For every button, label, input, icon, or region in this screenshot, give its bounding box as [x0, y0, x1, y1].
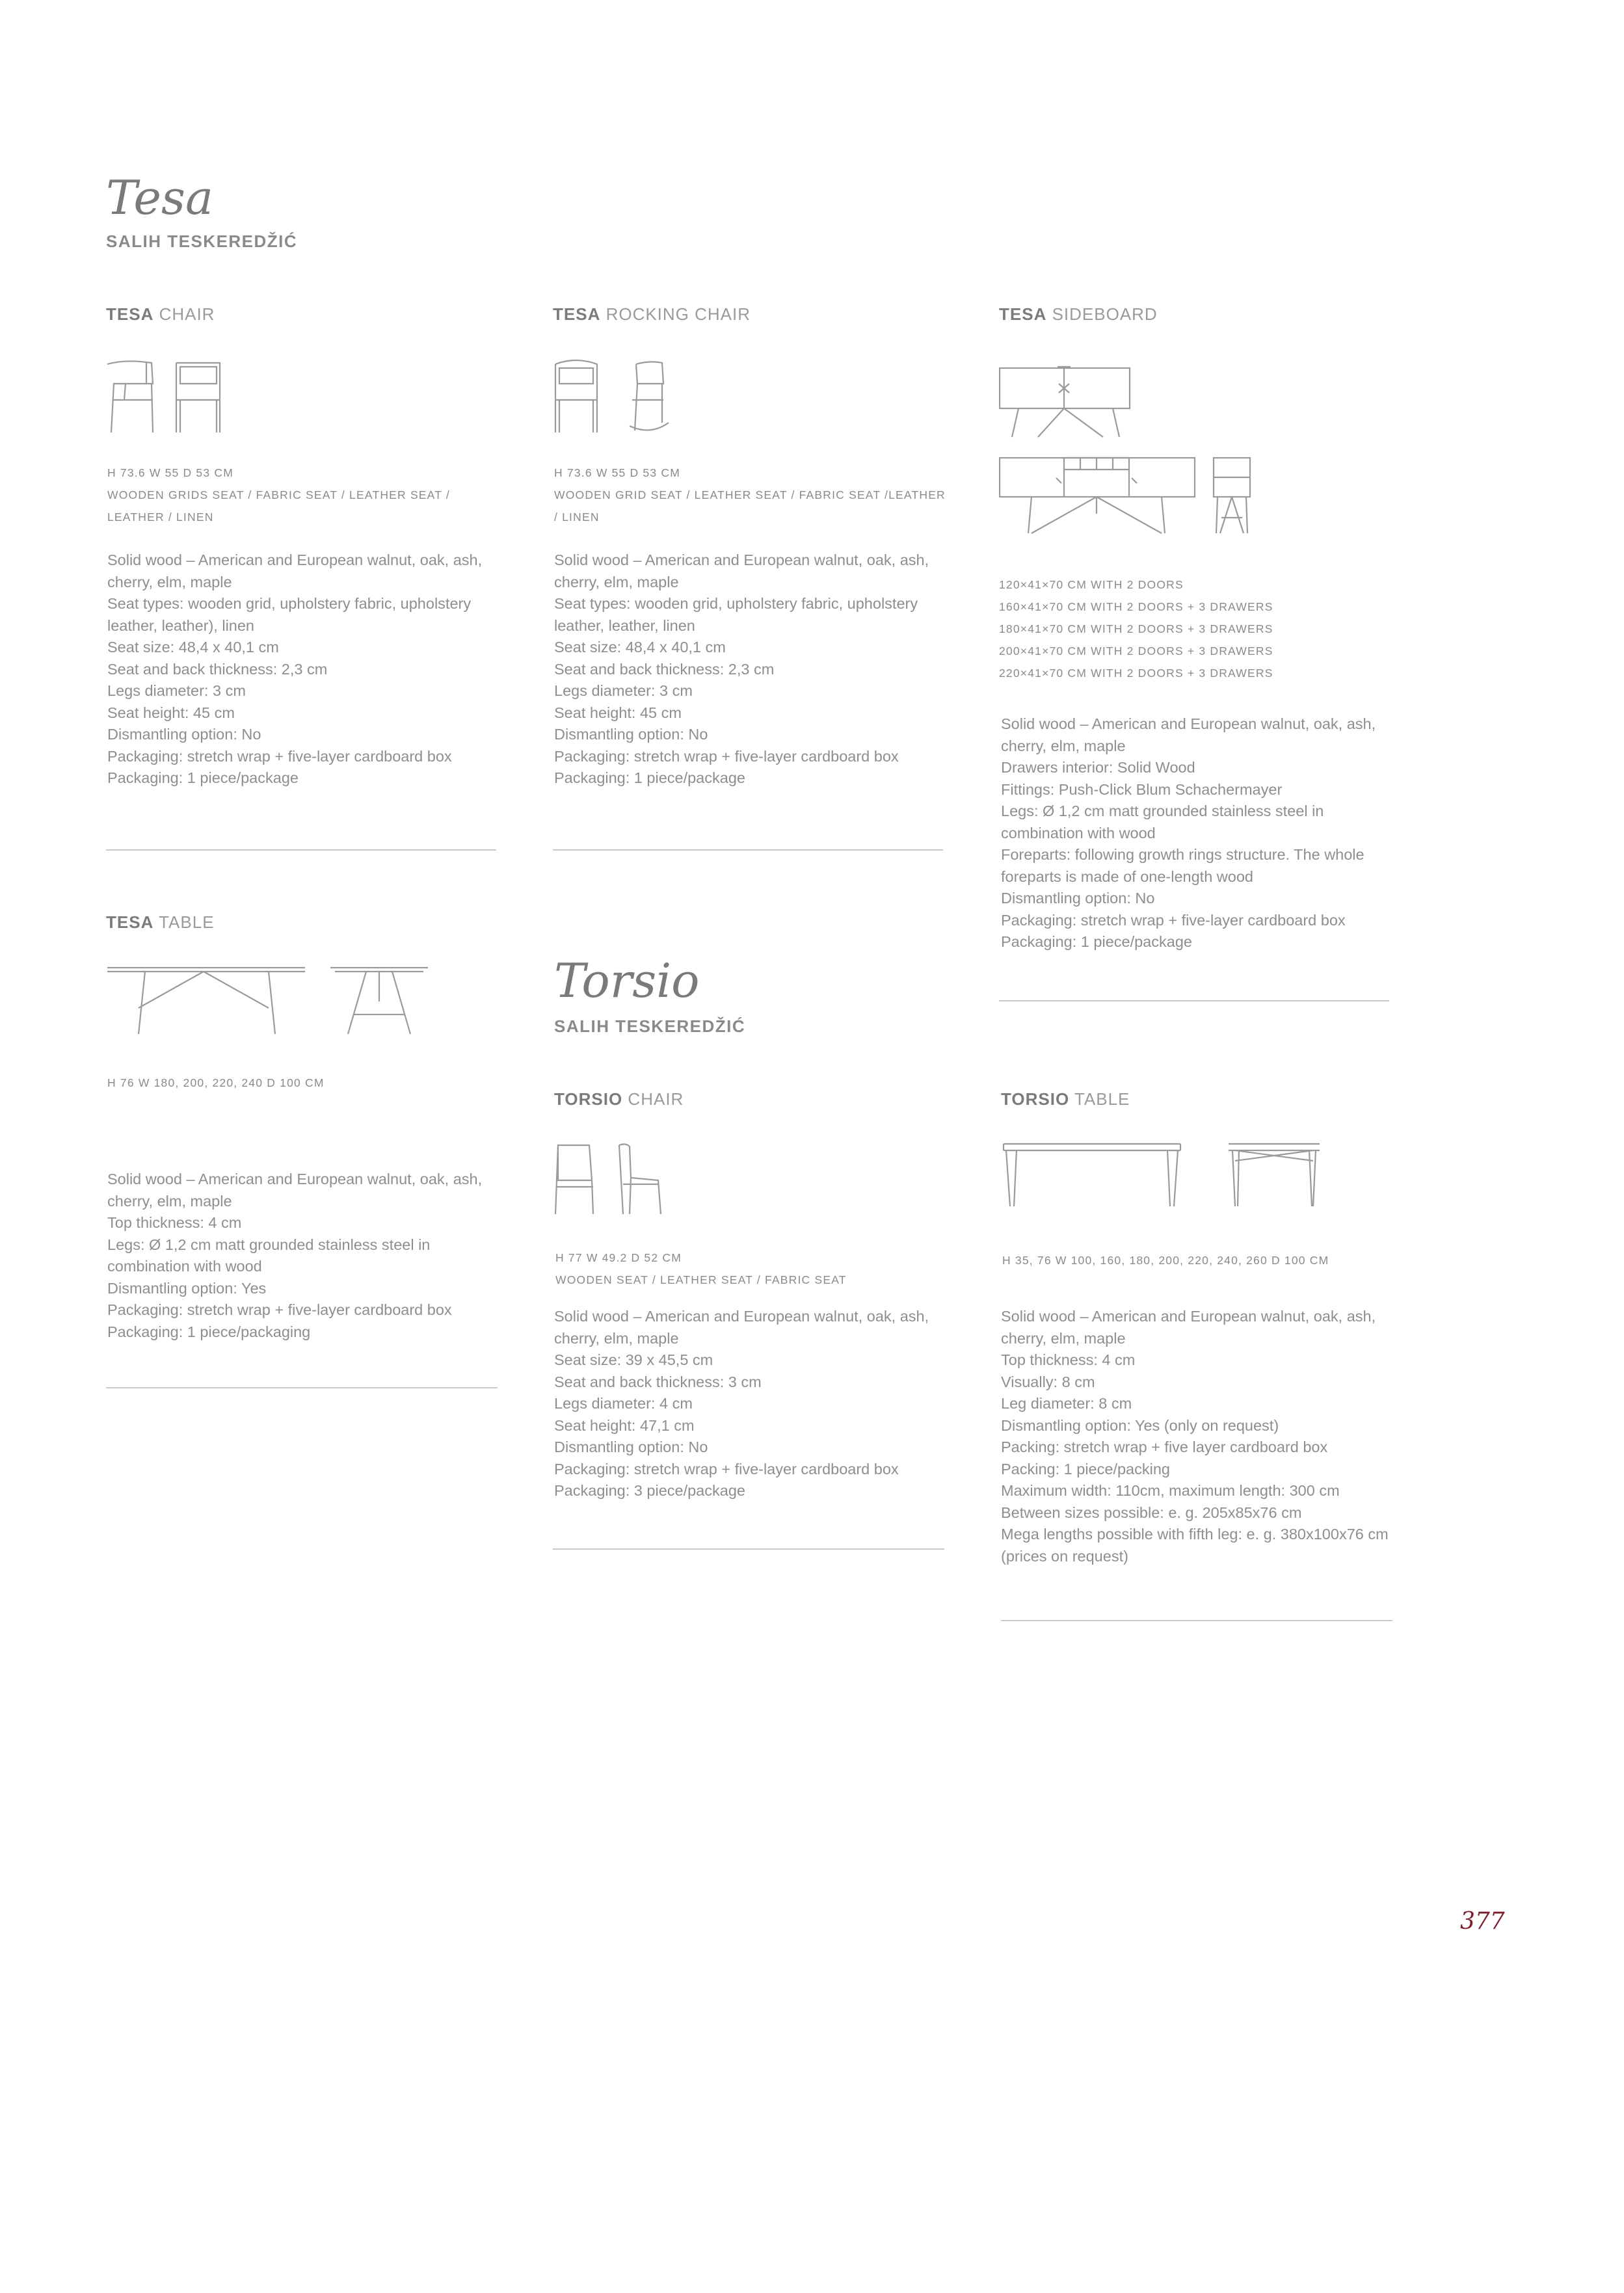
- tesa-table-drawing: [106, 962, 431, 1040]
- desc-line: Between sizes possible: e. g. 205x85x76 cm: [1001, 1504, 1302, 1521]
- desc-line: (prices on request): [1001, 1547, 1128, 1565]
- designer-torsio: SALIH TESKEREDŽIĆ: [554, 1016, 746, 1036]
- dims-line: H 73.6 W 55 D 53 CM: [554, 466, 680, 479]
- desc-line: Packing: stretch wrap + five layer cardboard box: [1001, 1438, 1328, 1455]
- dims-line: H 77 W 49.2 D 52 CM: [555, 1251, 682, 1264]
- desc-line: Solid wood – American and European walnut, oak, ash,: [554, 551, 929, 568]
- desc-line: Seat size: 48,4 x 40,1 cm: [107, 639, 279, 656]
- tesa-sideboard-drawing: [999, 364, 1259, 540]
- desc-line: Dismantling option: Yes (only on request): [1001, 1416, 1279, 1434]
- desc-line: combination with wood: [107, 1258, 262, 1275]
- desc-line: Seat and back thickness: 2,3 cm: [107, 660, 328, 678]
- product-title-type: CHAIR: [153, 304, 215, 324]
- product-title-type: TABLE: [1069, 1089, 1130, 1109]
- product-description: [107, 550, 482, 789]
- dims-line: 180×41×70 CM WITH 2 DOORS + 3 DRAWERS: [999, 622, 1273, 635]
- tesa-rocking-chair-drawing: [553, 358, 683, 436]
- desc-line: Packaging: 3 piece/package: [554, 1482, 745, 1499]
- desc-line: Leg diameter: 8 cm: [1001, 1395, 1132, 1412]
- product-dims: [107, 462, 450, 528]
- desc-line: leather, leather), linen: [107, 616, 255, 634]
- desc-line: Seat height: 45 cm: [554, 704, 682, 721]
- product-description: [1001, 713, 1376, 953]
- dims-line: H 76 W 180, 200, 220, 240 D 100 CM: [107, 1076, 325, 1089]
- desc-line: cherry, elm, maple: [1001, 1329, 1126, 1347]
- desc-line: Solid wood – American and European walnut, oak, ash,: [1001, 1308, 1376, 1325]
- product-title-brand: TORSIO: [554, 1089, 623, 1109]
- dims-line: WOODEN GRIDS SEAT / FABRIC SEAT / LEATHER SEAT /: [107, 488, 450, 501]
- dims-line: LEATHER / LINEN: [107, 510, 214, 524]
- desc-line: Packaging: 1 piece/packaging: [107, 1323, 311, 1340]
- product-title: [106, 912, 215, 933]
- product-description: [554, 1306, 929, 1502]
- section-divider: [553, 849, 943, 851]
- desc-line: Seat height: 47,1 cm: [554, 1416, 695, 1434]
- page-number: 377: [1460, 1908, 1505, 1935]
- desc-line: Solid wood – American and European walnut, oak, ash,: [554, 1308, 929, 1325]
- desc-line: Fittings: Push-Click Blum Schachermayer: [1001, 780, 1283, 798]
- desc-line: Packaging: stretch wrap + five-layer cardboard box: [554, 747, 899, 765]
- product-title-brand: TESA: [106, 912, 154, 932]
- family-title-torsio: Torsio: [554, 953, 700, 1008]
- product-title: [1001, 1089, 1130, 1109]
- desc-line: Foreparts: following growth rings structure. The whole: [1001, 846, 1364, 863]
- desc-line: Packaging: stretch wrap + five-layer cardboard box: [107, 747, 452, 765]
- product-dims: [555, 1247, 847, 1291]
- desc-line: Top thickness: 4 cm: [107, 1214, 242, 1231]
- desc-line: Seat size: 39 x 45,5 cm: [554, 1351, 713, 1368]
- section-divider: [999, 1000, 1389, 1001]
- desc-line: Top thickness: 4 cm: [1001, 1351, 1136, 1368]
- desc-line: Legs diameter: 3 cm: [554, 682, 693, 699]
- desc-line: Dismantling option: Yes: [107, 1279, 267, 1297]
- product-dims: [1002, 1249, 1329, 1271]
- product-title: [553, 304, 751, 325]
- desc-line: Solid wood – American and European walnut, oak, ash,: [1001, 715, 1376, 732]
- product-title-brand: TESA: [999, 304, 1047, 324]
- product-description: [554, 550, 929, 789]
- desc-line: Maximum width: 110cm, maximum length: 300 cm: [1001, 1482, 1340, 1499]
- designer-tesa: SALIH TESKEREDŽIĆ: [106, 232, 298, 251]
- product-title-brand: TORSIO: [1001, 1089, 1070, 1109]
- product-title-type: ROCKING CHAIR: [600, 304, 751, 324]
- desc-line: Packaging: 1 piece/package: [107, 769, 299, 786]
- dims-line: H 35, 76 W 100, 160, 180, 200, 220, 240, 260 D 100 CM: [1002, 1254, 1329, 1267]
- product-dims: [107, 1072, 325, 1094]
- product-title: [554, 1089, 684, 1109]
- desc-line: Packaging: 1 piece/package: [1001, 933, 1192, 950]
- desc-line: Packaging: 1 piece/package: [554, 769, 745, 786]
- product-title-brand: TESA: [106, 304, 154, 324]
- section-divider: [106, 1387, 498, 1388]
- desc-line: Solid wood – American and European walnut, oak, ash,: [107, 551, 483, 568]
- desc-line: Packaging: stretch wrap + five-layer cardboard box: [554, 1460, 899, 1478]
- torsio-chair-drawing: [554, 1141, 671, 1219]
- product-title-type: TABLE: [153, 912, 215, 932]
- product-description: [1001, 1306, 1389, 1567]
- desc-line: Packing: 1 piece/packing: [1001, 1460, 1170, 1478]
- desc-line: Seat and back thickness: 2,3 cm: [554, 660, 775, 678]
- desc-line: Legs diameter: 4 cm: [554, 1395, 693, 1412]
- desc-line: Packaging: stretch wrap + five-layer cardboard box: [107, 1301, 452, 1318]
- dims-line: WOODEN GRID SEAT / LEATHER SEAT / FABRIC SEAT /LEATHER: [554, 488, 946, 501]
- desc-line: Dismantling option: No: [107, 726, 261, 743]
- family-title-tesa: Tesa: [106, 170, 213, 225]
- section-divider: [1001, 1620, 1392, 1621]
- product-title-type: SIDEBOARD: [1046, 304, 1158, 324]
- desc-line: Solid wood – American and European walnut, oak, ash,: [107, 1171, 483, 1187]
- desc-line: Legs: Ø 1,2 cm matt grounded stainless steel in: [1001, 802, 1324, 819]
- desc-line: Dismantling option: No: [554, 726, 708, 743]
- desc-line: Seat size: 48,4 x 40,1 cm: [554, 639, 726, 656]
- dims-line: 200×41×70 CM WITH 2 DOORS + 3 DRAWERS: [999, 644, 1273, 657]
- dims-line: 220×41×70 CM WITH 2 DOORS + 3 DRAWERS: [999, 667, 1273, 680]
- desc-line: foreparts is made of one-length wood: [1001, 868, 1253, 885]
- dims-line: 160×41×70 CM WITH 2 DOORS + 3 DRAWERS: [999, 600, 1273, 613]
- product-dims: [999, 574, 1273, 684]
- desc-line: Seat and back thickness: 3 cm: [554, 1373, 762, 1390]
- desc-line: cherry, elm, maple: [1001, 737, 1126, 754]
- torsio-table-drawing: [1001, 1141, 1339, 1213]
- dims-line: 120×41×70 CM WITH 2 DOORS: [999, 578, 1184, 591]
- desc-line: Dismantling option: No: [554, 1438, 708, 1455]
- desc-line: Legs: Ø 1,2 cm matt grounded stainless steel in: [107, 1236, 431, 1253]
- desc-line: cherry, elm, maple: [107, 1192, 232, 1210]
- section-divider: [106, 849, 496, 851]
- product-title: [106, 304, 215, 325]
- desc-line: Mega lengths possible with fifth leg: e. g. 380x100x76 cm: [1001, 1526, 1389, 1543]
- desc-line: leather, leather, linen: [554, 616, 695, 634]
- desc-line: Seat types: wooden grid, upholstery fabric, upholstery: [107, 595, 472, 612]
- product-dims: [554, 462, 946, 528]
- product-title: [999, 304, 1158, 325]
- dims-line: WOODEN SEAT / LEATHER SEAT / FABRIC SEAT: [555, 1273, 847, 1286]
- section-divider: [553, 1548, 944, 1550]
- desc-line: Dismantling option: No: [1001, 890, 1155, 907]
- dims-line: H 73.6 W 55 D 53 CM: [107, 466, 233, 479]
- desc-line: Packaging: stretch wrap + five-layer cardboard box: [1001, 911, 1346, 929]
- desc-line: combination with wood: [1001, 824, 1156, 842]
- desc-line: Visually: 8 cm: [1001, 1373, 1095, 1390]
- desc-line: Seat types: wooden grid, upholstery fabric, upholstery: [554, 595, 918, 612]
- desc-line: cherry, elm, maple: [554, 1329, 679, 1347]
- dims-line: / LINEN: [554, 510, 600, 524]
- product-title-brand: TESA: [553, 304, 601, 324]
- desc-line: Legs diameter: 3 cm: [107, 682, 246, 699]
- product-description: [107, 1169, 482, 1343]
- tesa-chair-drawing: [106, 358, 236, 436]
- desc-line: Seat height: 45 cm: [107, 704, 235, 721]
- desc-line: cherry, elm, maple: [554, 573, 679, 590]
- product-title-type: CHAIR: [622, 1089, 684, 1109]
- desc-line: Drawers interior: Solid Wood: [1001, 759, 1195, 776]
- desc-line: cherry, elm, maple: [107, 573, 232, 590]
